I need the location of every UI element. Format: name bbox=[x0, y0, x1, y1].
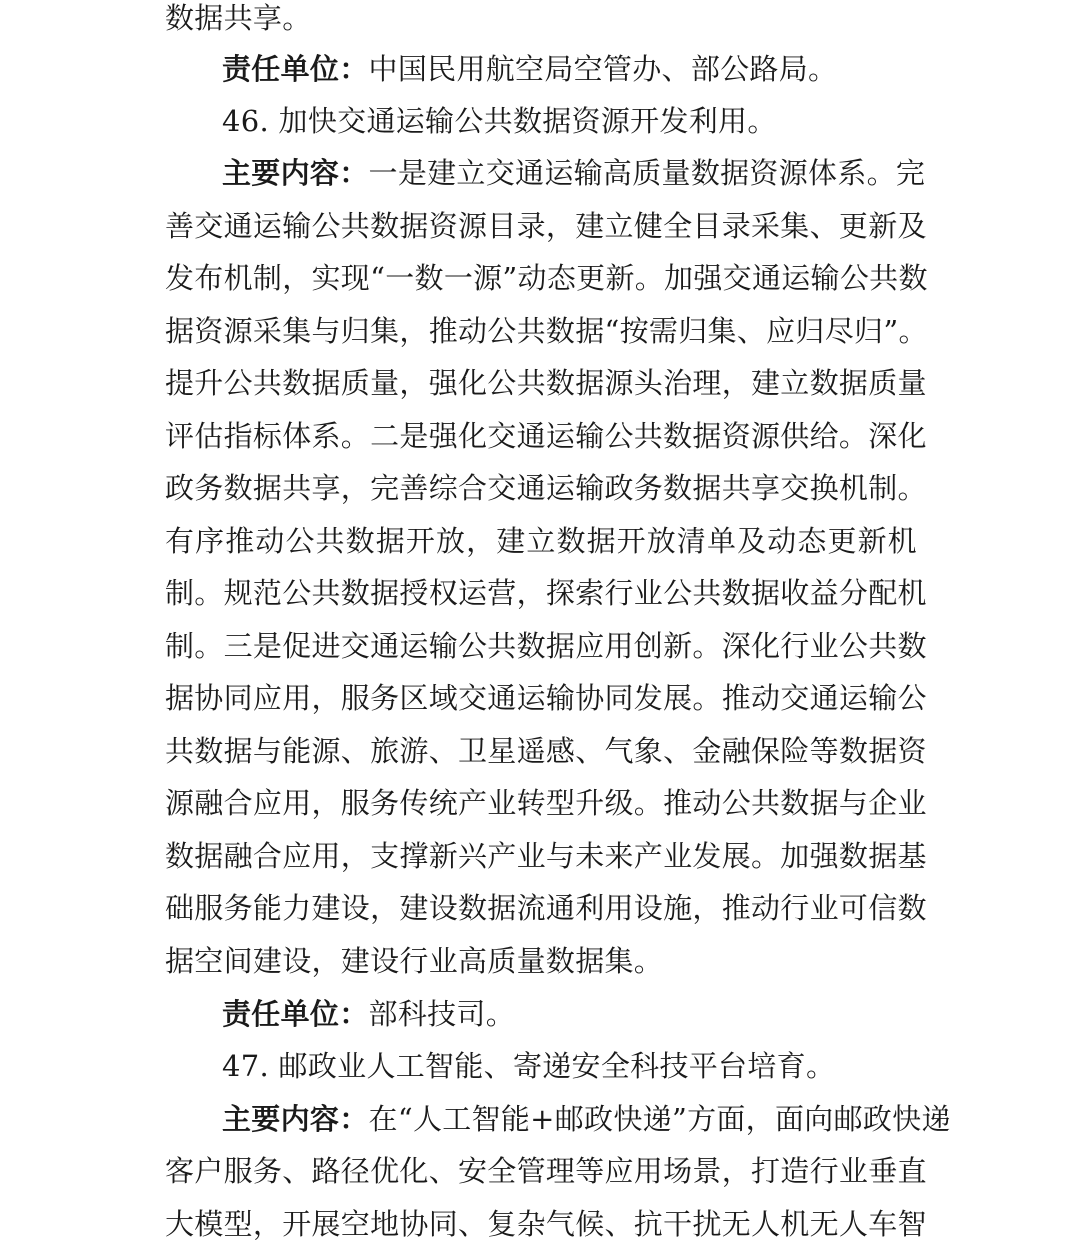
line-text: 据协同应用，服务区域交通运输协同发展。推动交通运输公 bbox=[165, 681, 927, 715]
text-line bbox=[165, 573, 927, 613]
text-line bbox=[165, 731, 927, 771]
main-content-label: 主要内容： bbox=[222, 156, 369, 190]
line-text: 善交通运输公共数据资源目录，建立健全目录采集、更新及 bbox=[165, 209, 927, 243]
line-text: 制。三是促进交通运输公共数据应用创新。深化行业公共数 bbox=[165, 629, 927, 663]
line-text: 数据共享。 bbox=[165, 1, 312, 35]
line-text: 政务数据共享，完善综合交通运输政务数据共享交换机制。 bbox=[165, 471, 927, 505]
responsible-unit-line bbox=[222, 994, 917, 1034]
item-heading-text: 46. 加快交通运输公共数据资源开发利用。 bbox=[222, 104, 777, 138]
line-text: 据空间建设，建设行业高质量数据集。 bbox=[165, 944, 664, 978]
text-line bbox=[165, 1151, 927, 1191]
text-line bbox=[165, 363, 927, 403]
line-text: 数据融合应用，支撑新兴产业与未来产业发展。加强数据基 bbox=[165, 839, 927, 873]
text-line bbox=[165, 941, 917, 981]
responsible-unit-value: 部科技司。 bbox=[368, 997, 516, 1031]
main-content-line bbox=[222, 1099, 951, 1139]
item-heading-46 bbox=[222, 101, 917, 141]
line-text: 源融合应用，服务传统产业转型升级。推动公共数据与企业 bbox=[165, 786, 927, 820]
item-heading-47 bbox=[222, 1046, 917, 1086]
line-text: 提升公共数据质量，强化公共数据源头治理，建立数据质量 bbox=[165, 366, 927, 400]
line-text: 客户服务、路径优化、安全管理等应用场景，打造行业垂直 bbox=[165, 1154, 927, 1188]
text-line bbox=[165, 836, 927, 876]
line-text: 在“人工智能+邮政快递”方面，面向邮政快递 bbox=[368, 1102, 951, 1136]
text-line bbox=[165, 1204, 927, 1244]
text-line bbox=[165, 311, 928, 351]
text-line bbox=[165, 0, 917, 38]
text-line bbox=[165, 521, 917, 561]
text-line bbox=[165, 783, 927, 823]
text-line bbox=[165, 678, 927, 718]
line-text: 制。规范公共数据授权运营，探索行业公共数据收益分配机 bbox=[165, 576, 927, 610]
text-line bbox=[165, 206, 927, 246]
responsible-unit-value: 中国民用航空局空管办、部公路局。 bbox=[368, 52, 838, 86]
item-heading-text: 47. 邮政业人工智能、寄递安全科技平台培育。 bbox=[222, 1049, 836, 1083]
line-text: 据资源采集与归集，推动公共数据“按需归集、应归尽归”。 bbox=[165, 314, 928, 348]
main-content-line bbox=[222, 153, 926, 193]
line-text: 有序推动公共数据开放，建立数据开放清单及动态更新机 bbox=[165, 524, 917, 558]
text-line bbox=[165, 468, 927, 508]
text-line bbox=[165, 416, 927, 456]
line-text: 评估指标体系。二是强化交通运输公共数据资源供给。深化 bbox=[165, 419, 927, 453]
text-line bbox=[165, 626, 927, 666]
responsible-unit-line bbox=[222, 49, 917, 89]
line-text: 础服务能力建设，建设数据流通利用设施，推动行业可信数 bbox=[165, 891, 927, 925]
responsible-unit-label: 责任单位： bbox=[222, 52, 369, 86]
responsible-unit-label: 责任单位： bbox=[222, 997, 369, 1031]
line-text: 共数据与能源、旅游、卫星遥感、气象、金融保险等数据资 bbox=[165, 734, 927, 768]
text-line bbox=[165, 888, 927, 928]
main-content-label: 主要内容： bbox=[222, 1102, 369, 1136]
line-text: 发布机制，实现“一数一源”动态更新。加强交通运输公共数 bbox=[165, 261, 928, 295]
text-line bbox=[165, 258, 928, 298]
line-text: 一是建立交通运输高质量数据资源体系。完 bbox=[368, 156, 926, 190]
line-text: 大模型，开展空地协同、复杂气候、抗干扰无人机无人车智 bbox=[165, 1207, 927, 1241]
